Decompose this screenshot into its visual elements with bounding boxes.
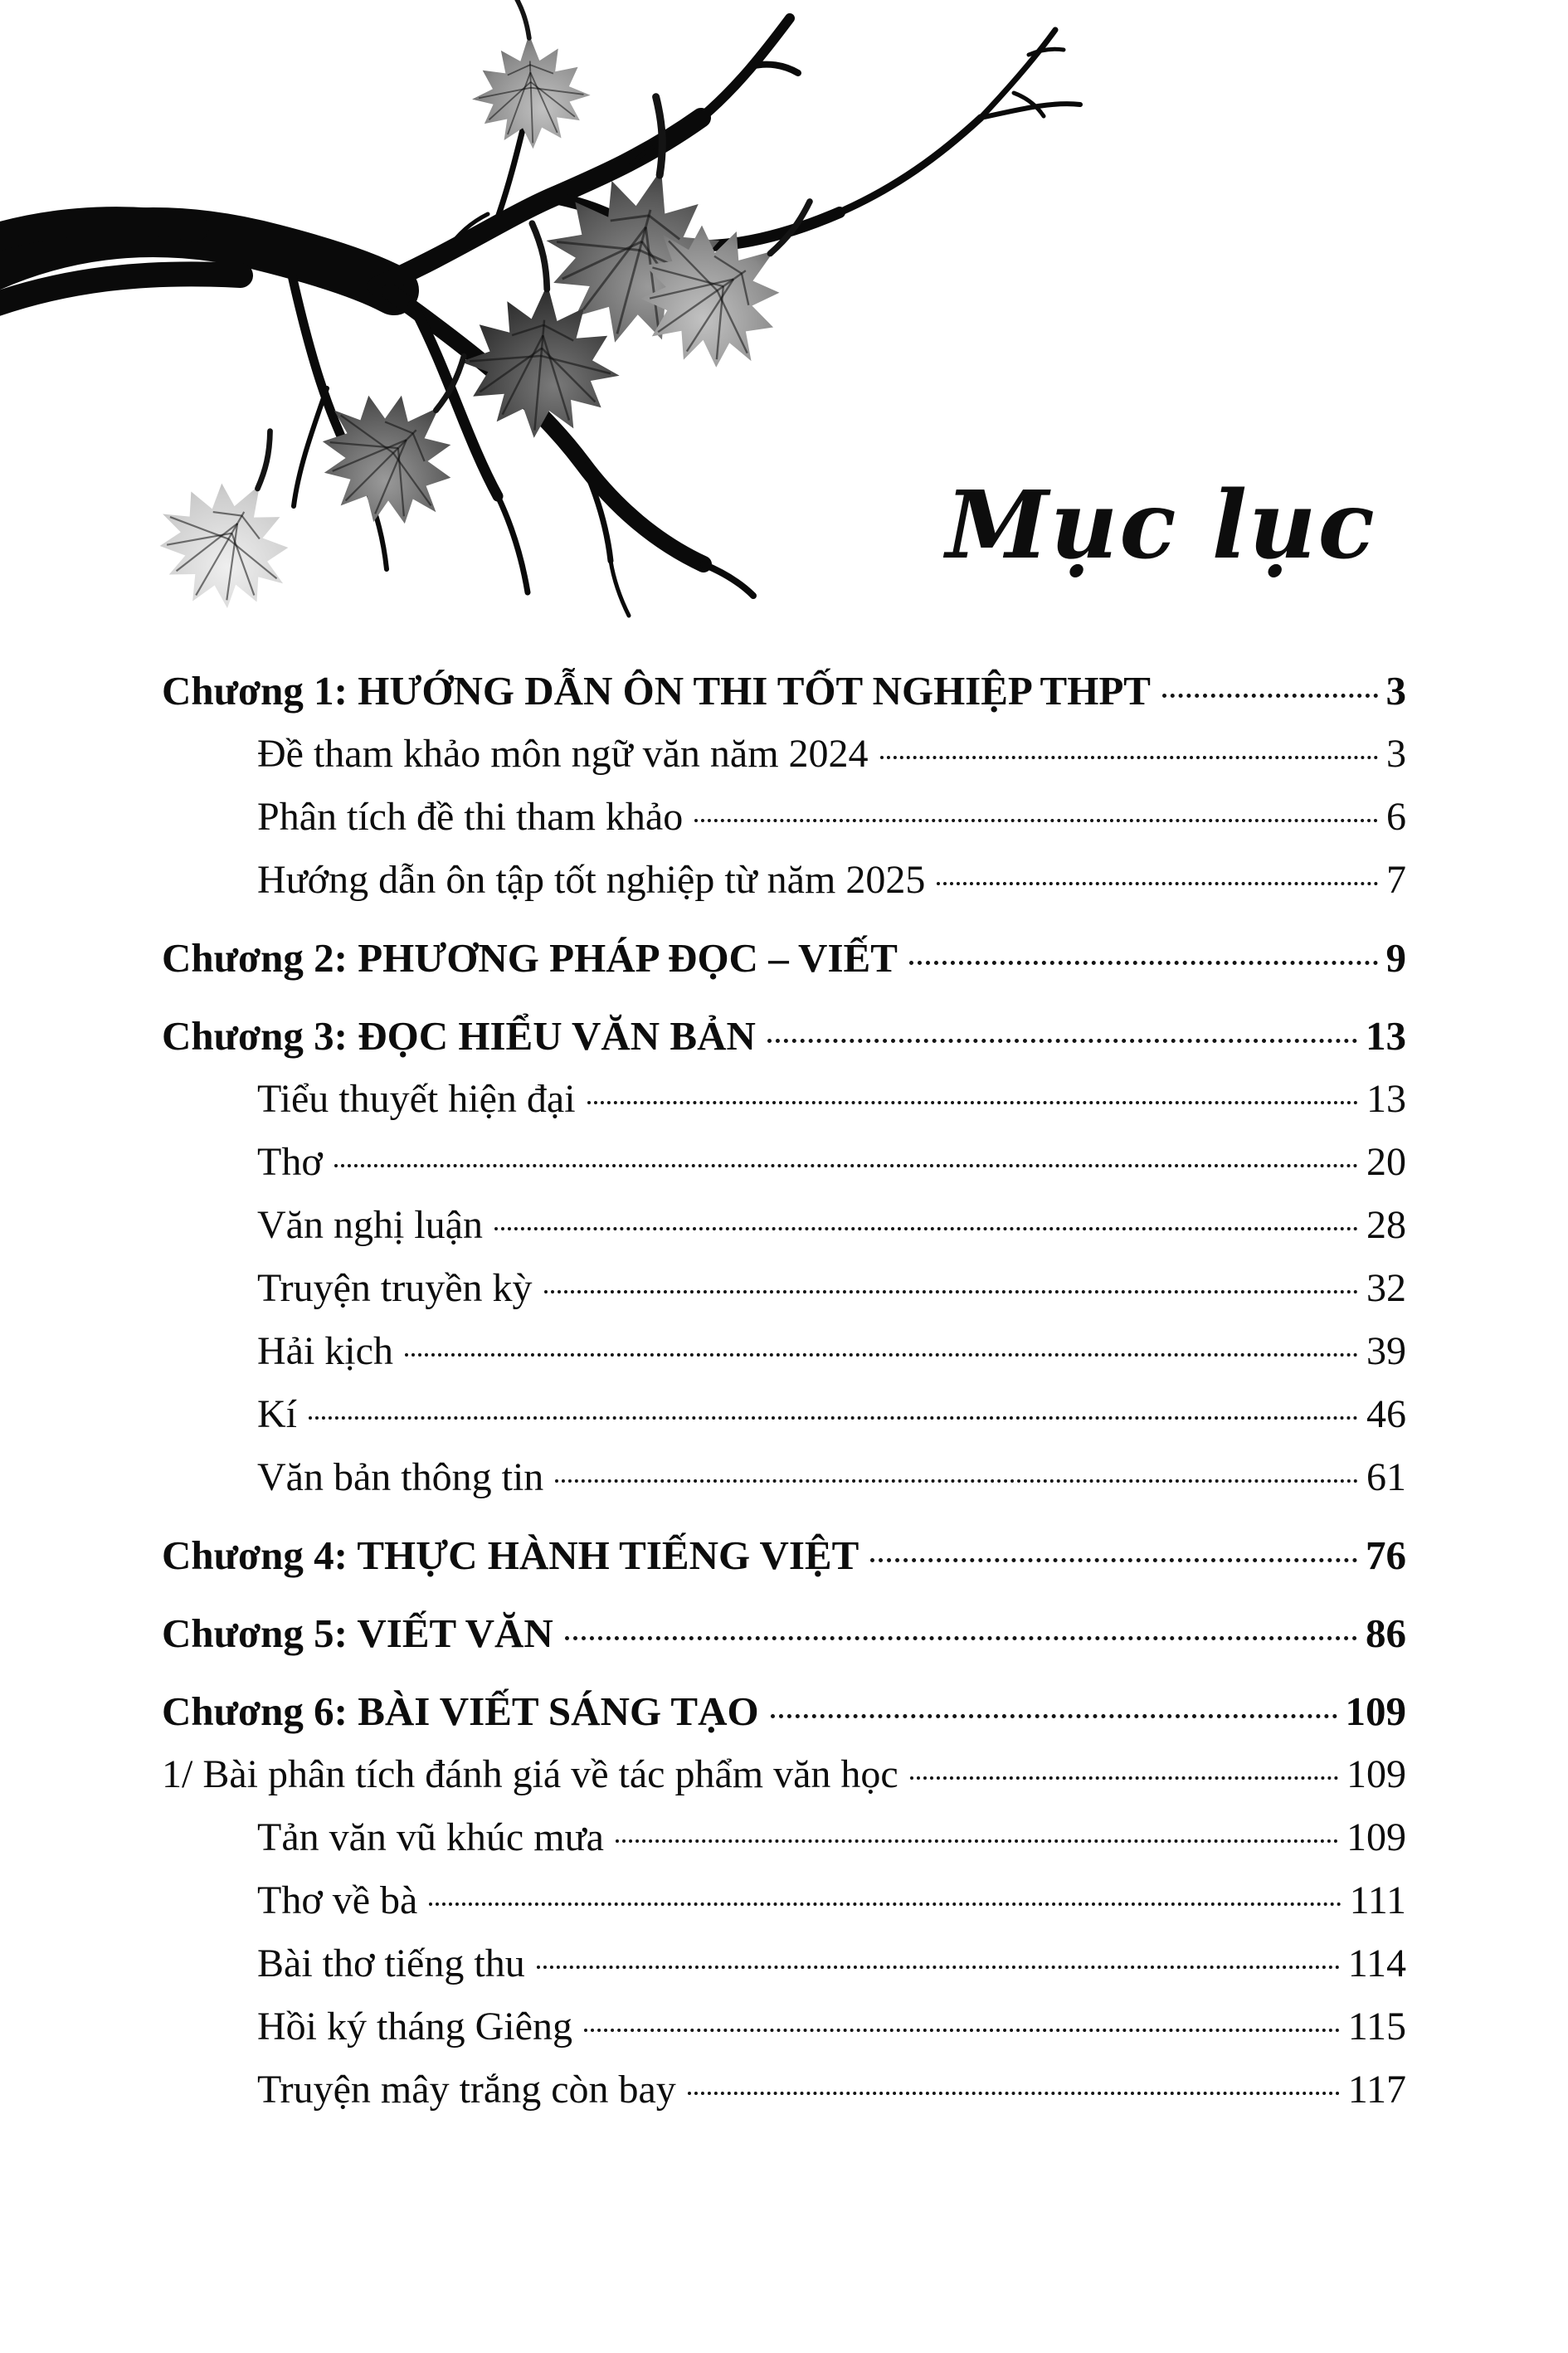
toc-page-number: 28 (1366, 1203, 1406, 1247)
toc-page-number: 6 (1386, 795, 1406, 839)
toc-row (162, 723, 1406, 786)
dot-leader (537, 1966, 1340, 1969)
toc-page-number: 61 (1366, 1455, 1406, 1499)
toc-entry-label: Hải kịch (257, 1329, 393, 1373)
dot-leader (870, 1558, 1357, 1562)
toc-row (162, 1320, 1406, 1383)
toc-row (162, 1194, 1406, 1257)
toc-row (162, 1680, 1406, 1743)
toc-entry-label: Truyện mây trắng còn bay (257, 2068, 676, 2112)
toc-entry-label: Thơ về bà (257, 1878, 418, 1922)
toc-row (162, 1257, 1406, 1320)
maple-leaf (455, 218, 632, 445)
toc-entry-label: Chương 3: ĐỌC HIỂU VĂN BẢN (162, 1013, 756, 1059)
toc-entry-label: Văn nghị luận (257, 1203, 483, 1247)
toc-page-number: 9 (1385, 935, 1406, 981)
dot-leader (688, 2092, 1340, 2095)
toc-row (162, 1446, 1406, 1509)
toc-entry-label: Chương 5: VIẾT VĂN (162, 1610, 553, 1656)
toc-page-number: 3 (1386, 732, 1406, 776)
maple-leaf (290, 319, 528, 557)
toc-entry-label: Thơ (257, 1140, 323, 1184)
toc-entry-label: Hướng dẫn ôn tập tốt nghiệp từ năm 2025 (257, 858, 926, 902)
dot-leader (910, 1776, 1338, 1780)
toc-entry-label: 1/ Bài phân tích đánh giá về tác phẩm văn học (162, 1752, 898, 1796)
toc-row (162, 786, 1406, 849)
dot-leader (405, 1353, 1358, 1357)
toc-page-number: 13 (1366, 1077, 1406, 1121)
toc-entry-label: Truyện truyền kỳ (257, 1266, 533, 1310)
maple-leaf (607, 154, 865, 399)
toc-row (162, 1806, 1406, 1869)
toc-entry-label: Tản văn vũ khúc mưa (257, 1815, 604, 1859)
toc-page-number: 86 (1366, 1610, 1406, 1656)
toc-row (162, 1005, 1406, 1068)
toc-row (162, 927, 1406, 990)
toc-page-number: 46 (1366, 1392, 1406, 1436)
toc-page-number: 3 (1385, 668, 1406, 714)
dot-leader (937, 882, 1378, 885)
dot-leader (771, 1714, 1337, 1718)
table-of-contents (162, 660, 1406, 2122)
toc-page-number: 109 (1345, 1688, 1406, 1734)
maple-leaf (133, 406, 346, 636)
toc-row (162, 2058, 1406, 2122)
dot-leader (429, 1902, 1341, 1906)
toc-entry-label: Tiểu thuyết hiện đại (257, 1077, 576, 1121)
dot-leader (494, 1227, 1358, 1230)
toc-page-number: 114 (1347, 1941, 1406, 1985)
toc-entry-label: Chương 6: BÀI VIẾT SÁNG TẠO (162, 1688, 759, 1734)
dot-leader (587, 1101, 1358, 1104)
toc-row (162, 1524, 1406, 1587)
toc-entry-label: Văn bản thông tin (257, 1455, 544, 1499)
toc-entry-label: Đề tham khảo môn ngữ văn năm 2024 (257, 732, 869, 776)
toc-page-number: 109 (1346, 1815, 1406, 1859)
toc-row (162, 1602, 1406, 1665)
toc-row (162, 1743, 1406, 1806)
toc-page-number: 32 (1366, 1266, 1406, 1310)
toc-row (162, 1383, 1406, 1446)
dot-leader (565, 1636, 1357, 1640)
toc-page-number: 20 (1366, 1140, 1406, 1184)
dot-leader (616, 1839, 1338, 1843)
toc-entry-label: Chương 1: HƯỚNG DẪN ÔN THI TỐT NGHIỆP THPT (162, 668, 1151, 714)
toc-row (162, 1131, 1406, 1194)
toc-entry-label: Hồi ký tháng Giêng (257, 2005, 572, 2049)
toc-row (162, 1068, 1406, 1131)
dot-leader (767, 1039, 1357, 1043)
toc-entry-label: Chương 2: PHƯƠNG PHÁP ĐỌC – VIẾT (162, 935, 898, 981)
toc-page-number: 39 (1366, 1329, 1406, 1373)
maple-leaf (525, 79, 768, 366)
maple-leaf (469, 0, 592, 151)
dot-leader (584, 2029, 1340, 2032)
toc-entry-label: Kí (257, 1392, 297, 1436)
toc-entry-label: Bài thơ tiếng thu (257, 1941, 525, 1985)
dot-leader (909, 961, 1378, 965)
toc-page-number: 76 (1366, 1532, 1406, 1578)
dot-leader (555, 1479, 1358, 1483)
dot-leader (880, 756, 1378, 759)
dot-leader (694, 819, 1378, 822)
toc-page-number: 13 (1366, 1013, 1406, 1059)
toc-page-number: 111 (1349, 1878, 1406, 1922)
toc-entry-label: Phân tích đề thi tham khảo (257, 795, 684, 839)
toc-page-number: 7 (1386, 858, 1406, 902)
toc-row (162, 849, 1406, 912)
dot-leader (334, 1164, 1358, 1167)
toc-entry-label: Chương 4: THỰC HÀNH TIẾNG VIỆT (162, 1532, 859, 1578)
dot-leader (1162, 694, 1378, 698)
page-title: Mục lục (946, 471, 1376, 580)
branch-silhouette (0, 18, 1080, 616)
toc-row (162, 1869, 1406, 1932)
toc-row (162, 1932, 1406, 1995)
toc-page-number: 109 (1346, 1752, 1406, 1796)
dot-leader (544, 1290, 1358, 1293)
toc-row (162, 660, 1406, 723)
toc-page-number: 115 (1347, 2005, 1406, 2049)
toc-page-number: 117 (1347, 2068, 1406, 2112)
toc-row (162, 1995, 1406, 2058)
dot-leader (309, 1416, 1358, 1420)
